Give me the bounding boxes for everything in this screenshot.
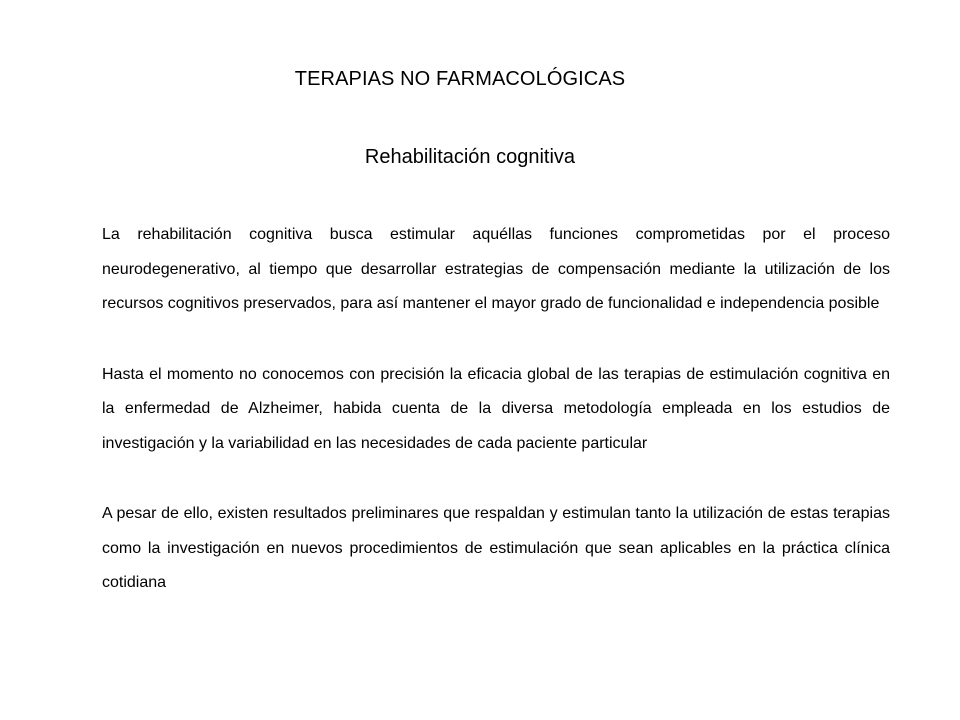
body-text (102, 218, 890, 637)
paragraph-preliminary-results: A pesar de ello, existen resultados preliminares que respaldan y estimulan tanto la utilización de estas terapias como la investigación en nuevos procedimientos de estimulación que sean aplicables en la práctica clínica cotidiana (102, 505, 890, 591)
page-title: TERAPIAS NO FARMACOLÓGICAS (294, 68, 626, 90)
section-subtitle: Rehabilitación cognitiva (364, 146, 576, 168)
paragraph-rehabilitation-definition: La rehabilitación cognitiva busca estimular aquéllas funciones comprometidas por el proceso neurodegenerativo, al tiempo que desarrollar estrategias de compensación mediante la utilización de los recursos cognitivos preservados, para así mantener el mayor grado de funcionalidad e independencia posible (102, 226, 890, 312)
paragraph-efficacy-uncertainty: Hasta el momento no conocemos con precisión la eficacia global de las terapias de estimulación cognitiva en la enfermedad de Alzheimer, habida cuenta de la diversa metodología empleada en los estudios de investigación y la variabilidad en las necesidades de cada paciente particular (102, 365, 890, 452)
